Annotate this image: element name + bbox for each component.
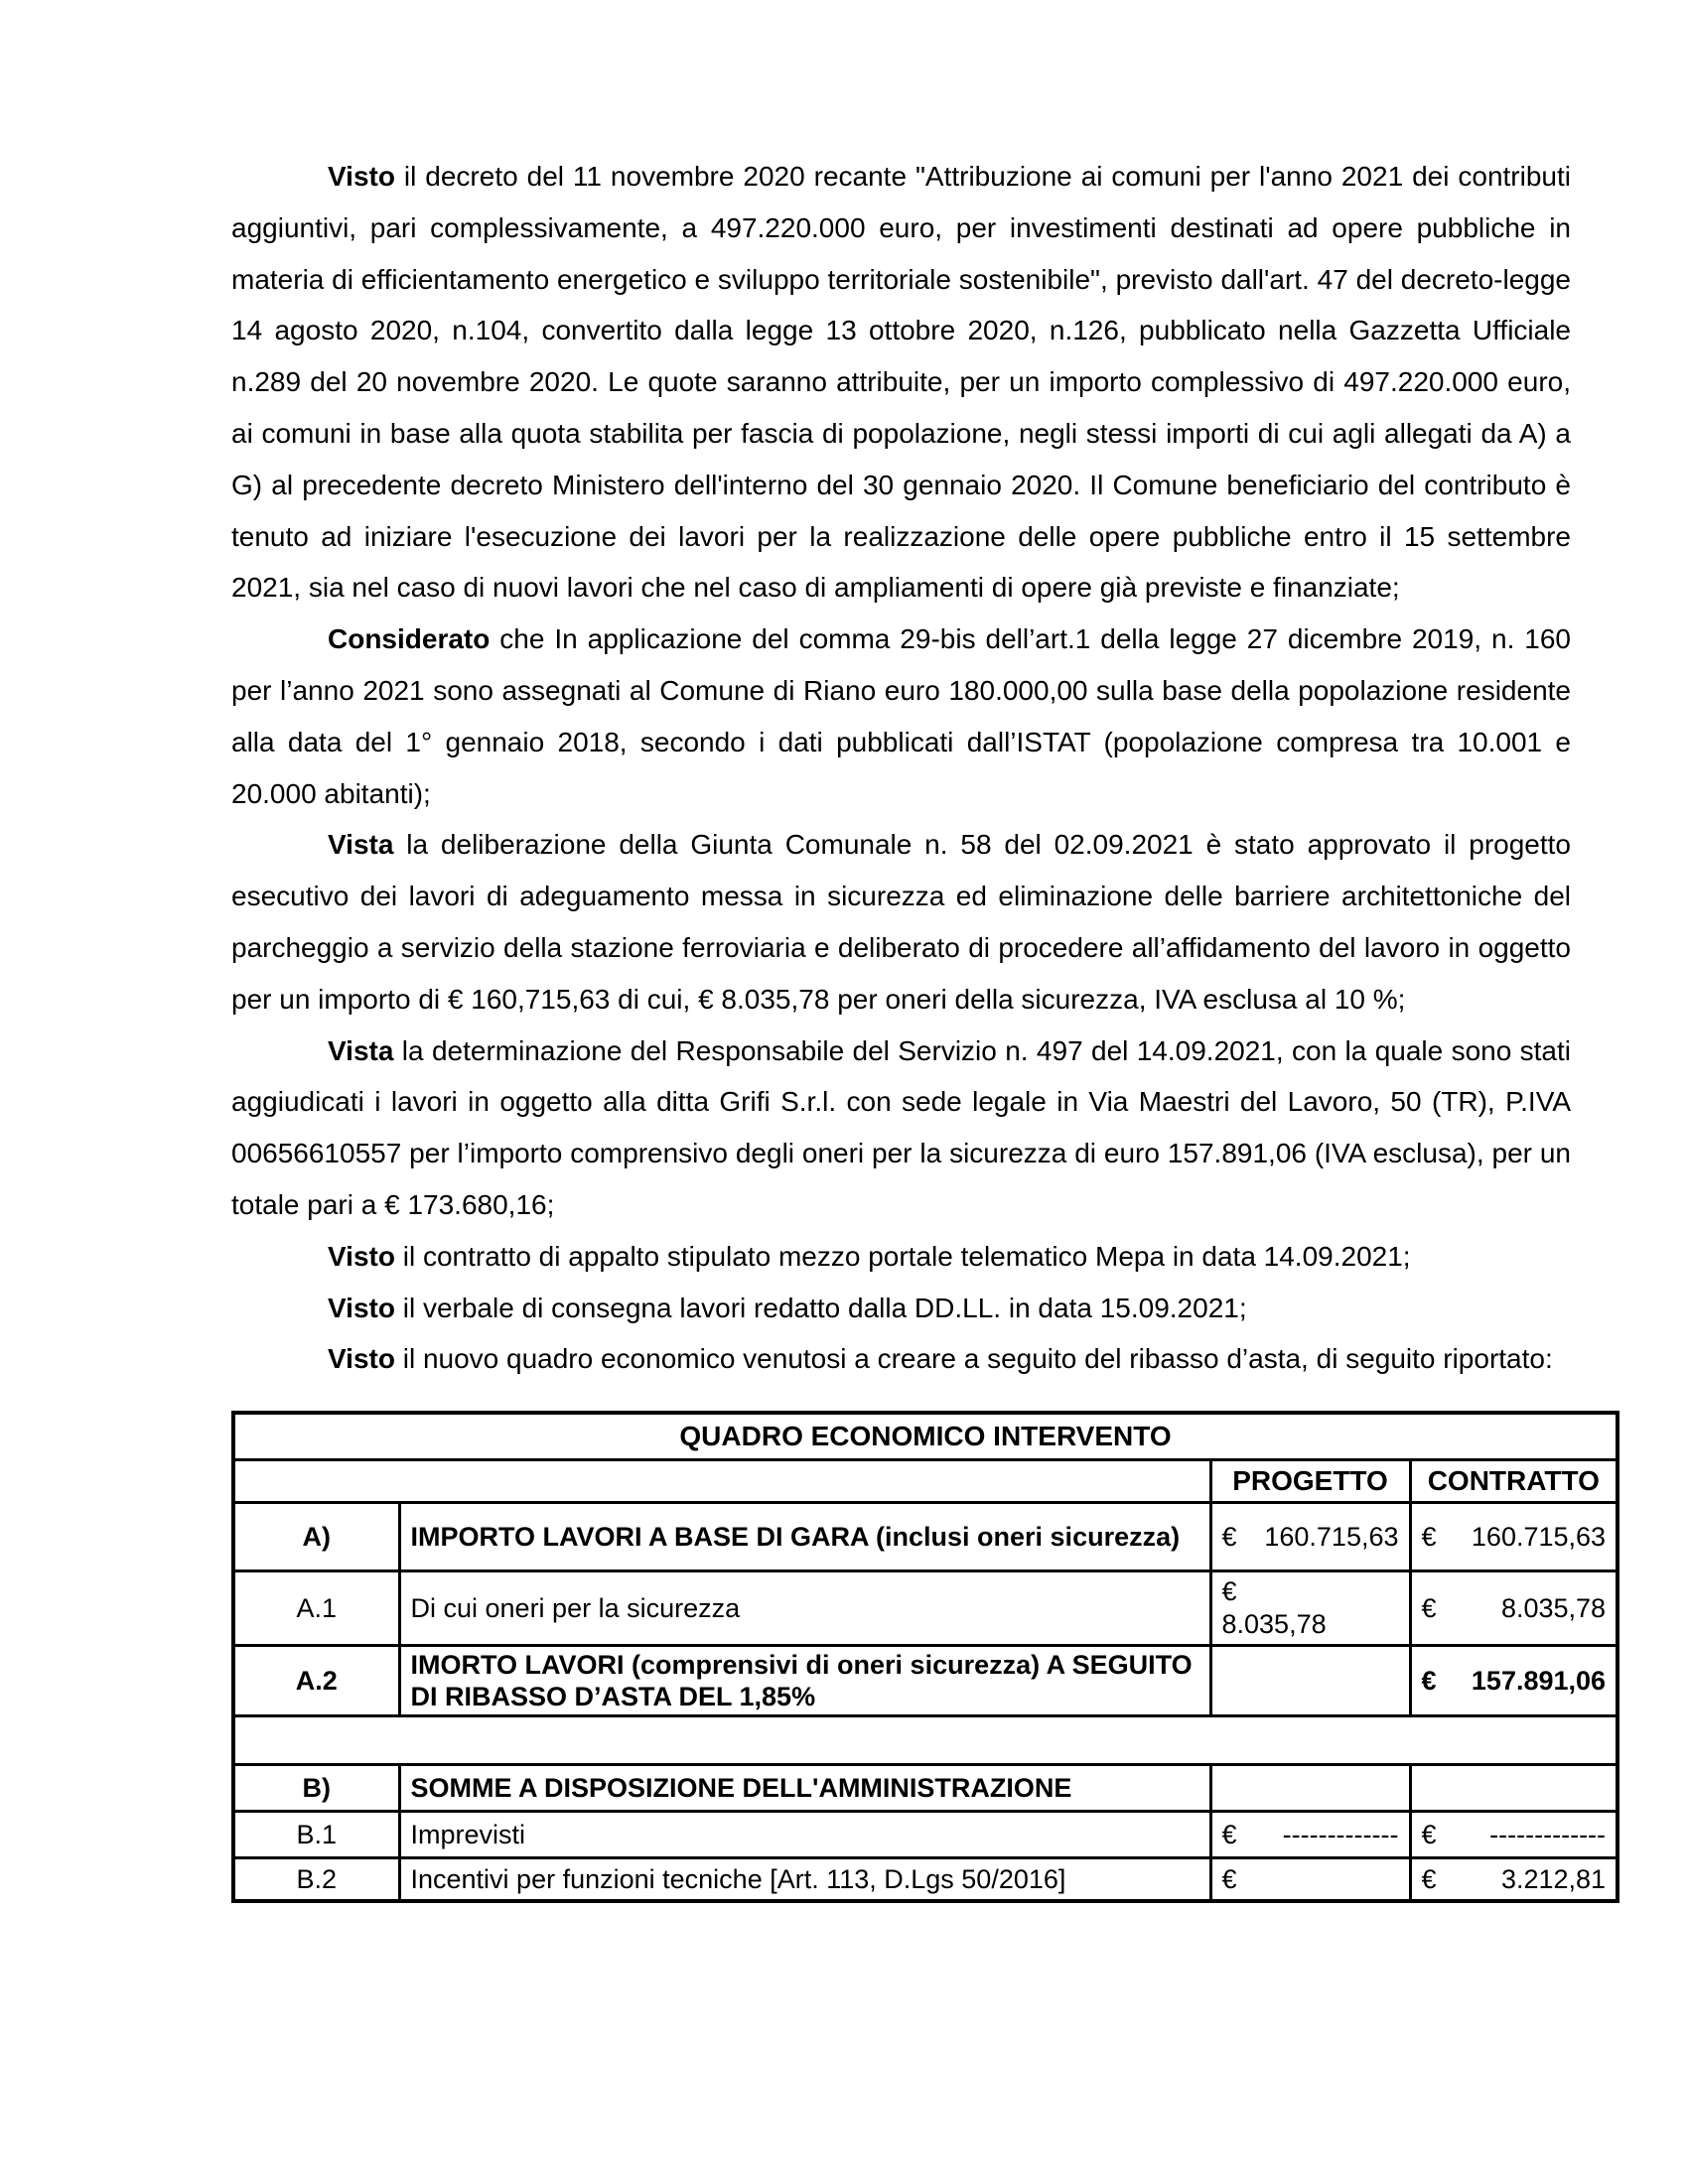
row-code: B.2: [233, 1858, 399, 1902]
table-row-B1: [233, 1812, 1618, 1858]
paragraph-lead-word: Visto: [328, 161, 395, 192]
paragraph-text: la determinazione del Responsabile del Servizio n. 497 del 14.09.2021, con la quale sono stati aggiudicati i lavori in oggetto alla ditta Grifi S.r.l. con sede legale in Via Maestri del Lavoro, 50 (TR), P.IVA 00656610557 per l’importo comprensivo degli oneri per la sicurezza di euro 157.891,06 (IVA esclusa), per un totale pari a € 173.680,16;: [231, 1034, 1571, 1220]
paragraph-lead-word: Visto: [328, 1292, 395, 1323]
row-code: B): [233, 1765, 399, 1812]
currency-symbol: €: [1421, 1521, 1437, 1552]
amount-value: 157.891,06: [1471, 1665, 1607, 1696]
amount-line: [1412, 1666, 1617, 1697]
amount-line: [1212, 1864, 1409, 1895]
paragraph-lead-word: Vista: [328, 1034, 394, 1066]
row-code: A.1: [233, 1571, 399, 1646]
paragraph-7: [231, 1333, 1571, 1385]
paragraph-text: il nuovo quadro economico venutosi a creare a seguito del ribasso d’asta, di seguito riportato:: [394, 1343, 1553, 1375]
amount-cell-contratto-empty: [1410, 1765, 1618, 1812]
amount-value: -------------: [1489, 1819, 1607, 1849]
currency-symbol: €: [1421, 1819, 1437, 1849]
amount-cell-progetto: [1210, 1571, 1410, 1646]
amount-cell-contratto: [1410, 1812, 1618, 1858]
amount-line: [1412, 1864, 1617, 1895]
amount-line: [1212, 1820, 1409, 1850]
paragraph-text: il verbale di consegna lavori redatto dalla DD.LL. in data 15.09.2021;: [394, 1292, 1247, 1323]
paragraph-text: che In applicazione del comma 29-bis dell’art.1 della legge 27 dicembre 2019, n. 160 per l’anno 2021 sono assegnati al Comune di Riano euro 180.000,00 sulla base della popolazione residente alla data del 1° gennaio 2018, secondo i dati pubblicati dall’ISTAT (popolazione compresa tra 10.001 e 20.000 abitanti);: [231, 623, 1571, 809]
spacer-cell: [233, 1716, 1618, 1765]
row-code: A): [233, 1503, 399, 1571]
amount-cell-contratto: [1410, 1503, 1618, 1571]
paragraph-2: [231, 614, 1571, 819]
row-description: SOMME A DISPOSIZIONE DELL'AMMINISTRAZIONE: [399, 1765, 1210, 1812]
amount-line: [1212, 1522, 1409, 1553]
paragraph-text: il contratto di appalto stipulato mezzo portale telematico Mepa in data 14.09.2021;: [394, 1240, 1411, 1272]
currency-symbol: €: [1421, 1592, 1437, 1623]
row-description: IMPORTO LAVORI A BASE DI GARA (inclusi oneri sicurezza): [399, 1503, 1210, 1571]
amount-cell-contratto: [1410, 1571, 1618, 1646]
amount-cell-progetto: [1210, 1812, 1410, 1858]
paragraph-4: [231, 1025, 1571, 1231]
table-row-B: [233, 1765, 1618, 1812]
amount-value: 3.212,81: [1500, 1863, 1607, 1894]
table-row-A: [233, 1503, 1618, 1571]
amount-line: [1412, 1522, 1617, 1553]
row-description: Di cui oneri per la sicurezza: [399, 1571, 1210, 1646]
currency-symbol: €: [1421, 1665, 1437, 1696]
currency-symbol: €: [1221, 1576, 1237, 1607]
amount-line: [1412, 1820, 1617, 1850]
amount-value: 160.715,63: [1264, 1521, 1399, 1552]
paragraph-3: [231, 819, 1571, 1024]
currency-symbol: €: [1221, 1521, 1237, 1552]
paragraph-lead-word: Considerato: [328, 623, 491, 655]
row-code: A.2: [233, 1646, 399, 1716]
row-code: B.1: [233, 1812, 399, 1858]
amount-value: -------------: [1282, 1819, 1399, 1849]
quadro-economico-table: [231, 1411, 1619, 1903]
paragraph-lead-word: Visto: [328, 1240, 395, 1272]
document-content: [231, 0, 1621, 1903]
currency-symbol: €: [1221, 1863, 1237, 1894]
amount-cell-progetto: [1210, 1503, 1410, 1571]
amount-line: [1412, 1593, 1617, 1624]
amount-value: 8.035,78: [1221, 1609, 1327, 1640]
amount-value: 160.715,63: [1471, 1521, 1607, 1552]
amount-cell-progetto-empty: [1210, 1765, 1410, 1812]
paragraph-text: il decreto del 11 novembre 2020 recante "Attribuzione ai comuni per l'anno 2021 dei contributi aggiuntivi, pari complessivamente, a 497.220.000 euro, per investimenti destinati ad opere pubbliche in materia di efficientamento energetico e sviluppo territoriale sostenibile", previsto dall'art. 47 del decreto-legge 14 agosto 2020, n.104, convertito dalla legge 13 ottobre 2020, n.126, pubblicato nella Gazzetta Ufficiale n.289 del 20 novembre 2020. Le quote saranno attribuite, per un importo complessivo di 497.220.000 euro, ai comuni in base alla quota stabilita per fascia di popolazione, negli stessi importi di cui agli allegati da A) a G) al precedente decreto Ministero dell'interno del 30 gennaio 2020. Il Comune beneficiario del contributo è tenuto ad iniziare l'esecuzione dei lavori per la realizzazione delle opere pubbliche entro il 15 settembre 2021, sia nel caso di nuovi lavori che nel caso di ampliamenti di opere già previste e finanziate;: [231, 161, 1571, 604]
table-header-contratto: CONTRATTO: [1410, 1460, 1618, 1503]
document-body-text: [231, 151, 1571, 1385]
paragraph-6: [231, 1283, 1571, 1334]
row-description: Incentivi per funzioni tecniche [Art. 113, D.Lgs 50/2016]: [399, 1858, 1210, 1902]
paragraph-text: la deliberazione della Giunta Comunale n. 58 del 02.09.2021 è stato approvato il progetto esecutivo dei lavori di adeguamento messa in sicurezza ed eliminazione delle barriere architettoniche del parcheggio a servizio della stazione ferroviaria e deliberato di procedere all’affidamento del lavoro in oggetto per un importo di € 160,715,63 di cui, € 8.035,78 per oneri della sicurezza, IVA esclusa al 10 %;: [231, 829, 1571, 1015]
table-header-row: [233, 1460, 1618, 1503]
amount-cell-contratto: [1410, 1646, 1618, 1716]
amount-cell-progetto-empty: [1210, 1646, 1410, 1716]
table-header-empty-cell: [233, 1460, 1210, 1503]
paragraph-lead-word: Vista: [328, 829, 394, 861]
table-title: QUADRO ECONOMICO INTERVENTO: [233, 1413, 1618, 1460]
table-row-A2: [233, 1646, 1618, 1716]
paragraph-1: [231, 151, 1571, 614]
paragraph-5: [231, 1231, 1571, 1283]
amount-cell-contratto: [1410, 1858, 1618, 1902]
row-description: Imprevisti: [399, 1812, 1210, 1858]
amount-cell-progetto: [1210, 1858, 1410, 1902]
table-row-A1: [233, 1571, 1618, 1646]
table-row-B2: [233, 1858, 1618, 1902]
currency-symbol: €: [1421, 1863, 1437, 1894]
table-spacer-row: [233, 1716, 1618, 1765]
table-title-row: [233, 1413, 1618, 1460]
paragraph-lead-word: Visto: [328, 1343, 395, 1375]
currency-symbol: €: [1221, 1819, 1237, 1849]
amount-value: 8.035,78: [1500, 1592, 1607, 1623]
table-header-progetto: PROGETTO: [1210, 1460, 1410, 1503]
row-description: IMORTO LAVORI (comprensivi di oneri sicurezza) A SEGUITO DI RIBASSO D’ASTA DEL 1,85%: [399, 1646, 1210, 1716]
